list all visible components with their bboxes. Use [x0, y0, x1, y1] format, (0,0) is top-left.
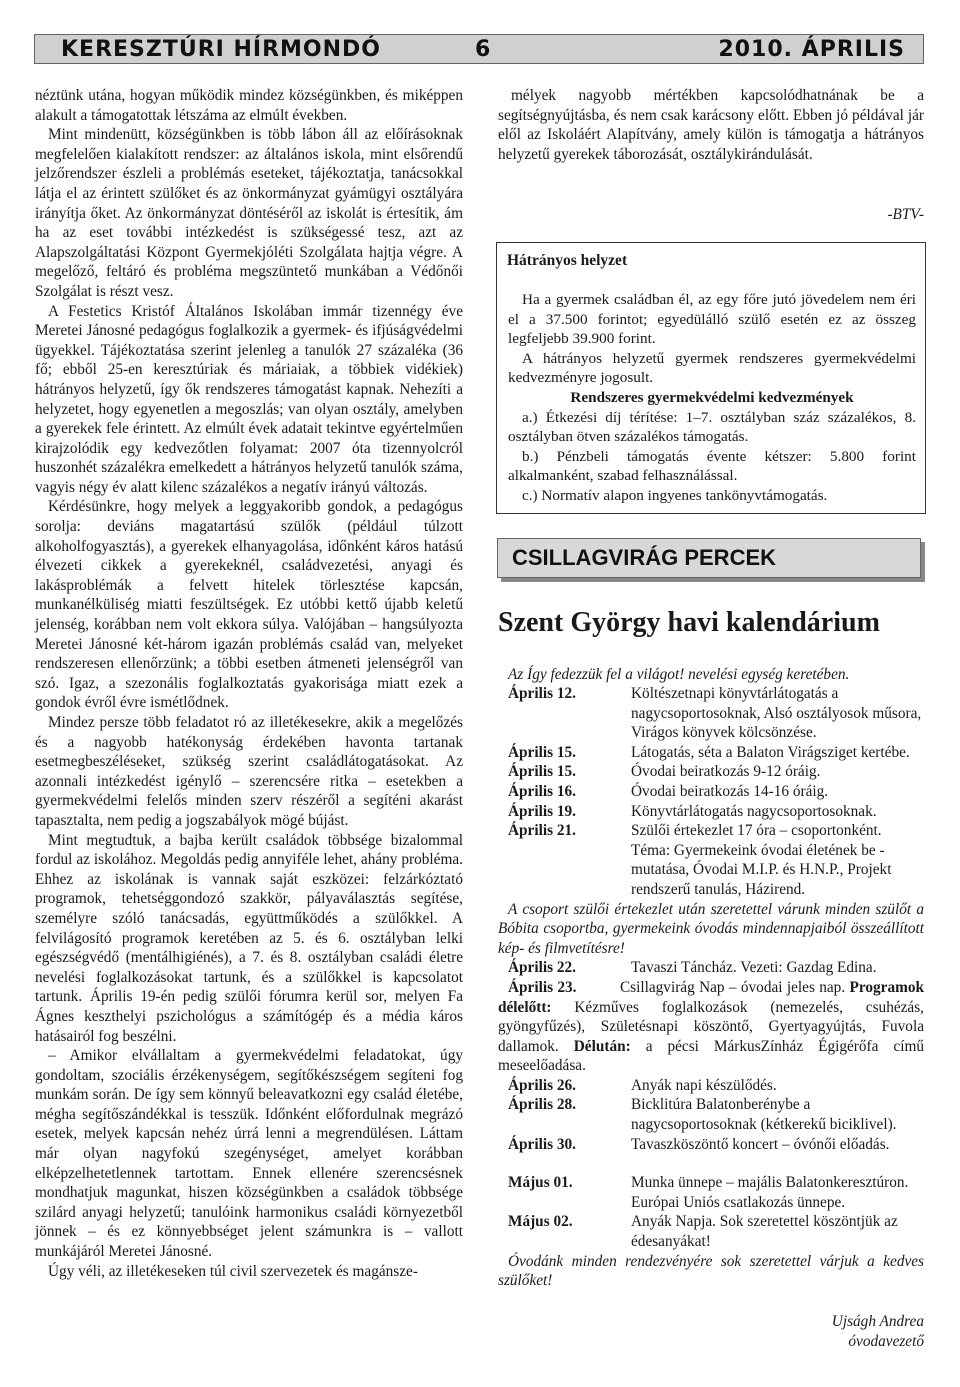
event-text: Tavaszi Táncház. Vezeti: Gazdag Edina.: [631, 959, 877, 977]
event-text: Tavaszköszöntő koncert – óvónői előadás.: [631, 1135, 890, 1153]
calendar-closing: Óvodánk minden rendezvényére sok szeretettel várjuk a kedves szülőket!: [498, 1252, 924, 1290]
calendar-event: [498, 802, 924, 822]
event-text: Óvodai beiratkozás 9-12 óráig.: [631, 763, 821, 781]
event-subheading: Délután:: [573, 1037, 631, 1055]
calendar-event: [498, 684, 924, 743]
info-subtitle: Rendszeres gyermekvédelmi kedvezmények: [570, 388, 854, 406]
event-date: Május 01.: [508, 1174, 573, 1192]
event-text: Anyák napi készülődés.: [631, 1076, 777, 1094]
event-text: Anyák Napja. Sok szeretettel köszöntjük az édesanyákat!: [631, 1213, 898, 1251]
event-date: Április 12.: [508, 685, 576, 702]
calendar-event: [498, 762, 924, 782]
page-header: [34, 34, 924, 64]
article-paragraph: A Festetics Kristóf Általános Iskolában immár tizennégy éve Meretei Jánosné pedagógus foglalkozik a gyermek- és ifjúságvédelmi ügyekkel. Tájékoztatása szerint jelenleg a tanulók 27 százaléka (36 fő; ebből 25-en keresztúriak és máriaiak, a többiek vidékiek) hátrányos helyzetű, így ők rendszeres támogatást kapnak. Nehezíti a helyzetet, hogy egyenetlen a megoszlás; van olyan osztály, amelyben a gyerekek fele érintett. Az elmúlt évek adatait tekintve egyértelműen kirajzolódik egy kedvezőtlen folyamat: 2007 óta tizennyolcról huszonhét százalékra emelkedett a hátrányos helyzetű tanulók száma, vagyis négy év alatt kilenc százalékos a negatív irányú változás.: [35, 302, 463, 496]
info-box-body: [508, 290, 916, 506]
event-subheading: Programok délelőtt:: [498, 978, 924, 1016]
event-text: Költészetnapi könyvtárlátogatás a nagycsoportosoknak, Alsó osztályosok műsora, Virágos könyvek kölcsönzése.: [631, 685, 922, 742]
event-date: Április 21.: [508, 822, 576, 840]
calendar-note: A csoport szülői értekezlet után szeretettel várunk minden szülőt a Bóbita csoportba, gyermekeink óvodás mindennapjaiból összeállított kép- és filmvetítésre!: [498, 900, 924, 957]
info-item: b.) Pénzbeli támogatás évente kétszer: 5.800 forint alkalmanként, szabad felhasználással.: [508, 447, 916, 485]
left-column-article: [35, 86, 463, 1281]
calendar-event: [498, 1095, 924, 1134]
event-text: Könyvtárlátogatás nagycsoportosoknak.: [631, 802, 877, 820]
event-text: Látogatás, séta a Balaton Virágsziget kertébe.: [631, 743, 910, 761]
event-date: Április 30.: [508, 1135, 576, 1153]
calendar-list: [498, 684, 924, 1291]
calendar-title: Szent György havi kalendárium: [498, 607, 880, 638]
event-date: Április 19.: [508, 802, 576, 820]
article-paragraph: Kérdésünkre, hogy melyek a leggyakoribb gondok, a pedagógus sorolja: deviáns magatartású szülők (például túlzott alkoholfogyasztás), a gyerekek elhanyagolása, időnként káros hatású élvezeti cikkek a gyerekeknél, családvezetési, anyagi és lakásproblémák a felvett hitelek törlesztése kapcsán, munkanélküliség miatti feszültségek. Ez utóbbi kettő újabb keletű jelenség, korábban nem volt ekkora súlya. Valójában – hangsúlyozta Meretei Jánosné két-három igazán problémás család van, melyeket rendszeresen ellenőrzünk; a többi esetben átmeneti jelenségről van szó. Igaz, a szezonális foglalkoztatás gyakorisága miatt ezek a gondok évről évre ismétlődnek.: [35, 498, 463, 712]
signature-name: Ujságh Andrea: [831, 1313, 924, 1330]
article-signature: -BTV-: [887, 206, 924, 223]
calendar-event: [498, 782, 924, 802]
calendar-event: [498, 1135, 924, 1155]
signature-role: óvodavezető: [848, 1332, 924, 1350]
calendar-event: [498, 821, 924, 899]
event-date: Április 28.: [508, 1096, 576, 1114]
event-text: Óvodai beiratkozás 14-16 óráig.: [631, 782, 829, 800]
calendar-event: [498, 1076, 924, 1096]
article-paragraph: mélyek nagyobb mértékben kapcsolódhatnának be a segítségnyújtásba, és nem csak karácsony előtt. Ebben jó példával jár elől az Iskoláért Alapítvány, amely külön is támogatja a hátrányos helyzetű gyerekek táborozását, osztálykirándulását.: [498, 87, 924, 163]
event-date: Április 15.: [508, 743, 576, 761]
event-date: Május 02.: [508, 1213, 573, 1231]
calendar-event: [498, 743, 924, 763]
section-banner: [497, 538, 921, 578]
info-paragraph: A hátrányos helyzetű gyermek rendszeres gyermekvédelmi kedvezményre jogosult.: [508, 349, 916, 387]
info-item: c.) Normatív alapon ingyenes tankönyvtámogatás.: [522, 486, 828, 504]
event-date: Április 23.: [508, 978, 577, 996]
event-text: Kézműves foglalkozások (nemezelés, csuhézás, gyöngyfűzés), Születésnapi köszöntő, Gyertyagyújtás, Fuvola dallamok.: [498, 998, 924, 1055]
calendar-event: [498, 1212, 924, 1251]
event-text: Munka ünnepe – majális Balatonkeresztúron. Európai Uniós csatlakozás ünnepe.: [631, 1174, 909, 1211]
section-banner-label: CSILLAGVIRÁG PERCEK: [512, 545, 777, 570]
article-paragraph: néztünk utána, hogyan működik mindez községünkben, és miképpen alakult a támogatottak létszáma az elmúlt években.: [35, 87, 463, 124]
event-text: Csillagvirág Nap – óvodai jeles nap.: [619, 978, 846, 996]
event-date: Április 26.: [508, 1076, 576, 1094]
right-column-continuation: [498, 86, 924, 164]
event-text: Szülői értekezlet 17 óra – csoportonként. Téma: Gyermekeink óvodai életének be - mutatása, Óvodai M.I.P. és H.N.P., Projekt rendszerű tanulás, Házirend.: [631, 822, 892, 898]
calendar-intro: Az Így fedezzük fel a világot! nevelési egység keretében.: [508, 666, 850, 683]
article-paragraph: Mint megtudtuk, a bajba került családok többsége bizalommal fordul az iskolához. Megoldás pedig annyiféle lehet, ahány probléma. Ehhez az iskolának is vannak saját eszközei: felzárkóztató programok, tehetséggondozó szakkör, pályaválasztás segítése, személyre szóló tanácsadás, együttműködés a szülőkkel. A felvilágosító programok keretében az 5. és 6. osztályban lelki egészségvédő (mentálhigiénés), a 7. és 8. osztályban családi életre nevelési foglalkozásokat tartunk, és a szülőkkel is kapcsolatot tartunk. Április 19-én pedig szülői fórumra kerül sor, melyen Fa Ágnes keszthelyi pszichológus a számítógép és a média káros hatásairól fog beszélni.: [35, 831, 463, 1045]
info-box: [496, 242, 926, 514]
article-paragraph: Mint mindenütt, községünkben is több lábon áll az előírásoknak megfelelően kialakított rendszer: az általános iskola, mint elsőrendű jelzőrendszer észleli a problémás eseteket, tájékoztatja, tanácsokkal látja el az érintett szülőket és az önkormányzat gyámügyi osztályára irányítja őket. Az önkormányzat döntéséről az iskolát is értesítik, ám ha az eset további intézkedést is szükségessé tesz, azt az Alapszolgáltatási Központ Gyermekjóléti Szolgálata hajtja végre. A megelőző, feltáró és probléma megszüntető munkában a Védőnői Szolgálat is részt vesz.: [35, 126, 463, 300]
article-paragraph: Mindez persze több feladatot ró az illetékesekre, akik a megelőzés és a nagyobb hatékonyság érdekében havonta tartanak esetmegbeszéléseket, szükség szerint családlátogatásokat. Az azonnali intézkedést igénylő – szerencsére ritka – esetekben a gyermekvédelmi felelős minden szerv részéről a segíténi akarást tapasztalta, nem pedig a jogszabályok mögé bújást.: [35, 714, 463, 829]
calendar-event: [498, 1173, 924, 1212]
article-paragraph: – Amikor elvállaltam a gyermekvédelmi feladatokat, úgy gondoltam, szociális érzékenységem, segítőkészségem segíteni fog munkám során. De így sem könnyű beleavatkozni egy család életébe, mégha segítőszándékkal is tesszük. Időnként előfordulnak megrázó esetek, melyek kapcsán nehéz úrrá lenni a megrendülésen. Láttam már olyan nagyfokú szegénységet, amelyet korábban elképzelhetetlennek tartottam. Ennek ellenére szerencsésnek mondhatjuk magunkat, hiszen községünkben a családok többsége szilárd anyagi helyzetű; tanulóink harmonikus családi környezetből jönnek – és ez könnyebbséget jelent számunkra is – vallott munkájáról Meretei Jánosné.: [35, 1047, 463, 1261]
calendar-signature: [498, 1312, 924, 1351]
calendar-event-april-23: [498, 978, 924, 1076]
event-date: Április 15.: [508, 763, 576, 781]
article-paragraph: Úgy véli, az illetékeseken túl civil szervezetek és magánsze-: [48, 1262, 418, 1280]
event-text: a pécsi MárkusZínház Égigérőfa című meseelőadása.: [498, 1037, 924, 1075]
info-item: a.) Étkezési díj térítése: 1–7. osztályban száz százalékos, 8. osztályban ötven százalékos támogatás.: [508, 408, 916, 446]
issue-date: 2010. ÁPRILIS: [718, 37, 905, 62]
calendar-event: [498, 958, 924, 978]
newspaper-title: KERESZTÚRI HÍRMONDÓ: [61, 37, 382, 62]
info-paragraph: Ha a gyermek családban él, az egy főre jutó jövedelem nem éri el a 37.500 forintot; egyedülálló szülő esetén ez az összeg legfeljebb 39.900 forint.: [508, 291, 916, 348]
event-date: Április 16.: [508, 782, 576, 800]
event-text: Bicklitúra Balatonberénybe a nagycsoportosoknak (kétkerekű biciklivel).: [631, 1096, 897, 1134]
page-number: 6: [475, 37, 492, 62]
info-box-title: Hátrányos helyzet: [507, 252, 628, 269]
event-date: Április 22.: [508, 959, 576, 977]
